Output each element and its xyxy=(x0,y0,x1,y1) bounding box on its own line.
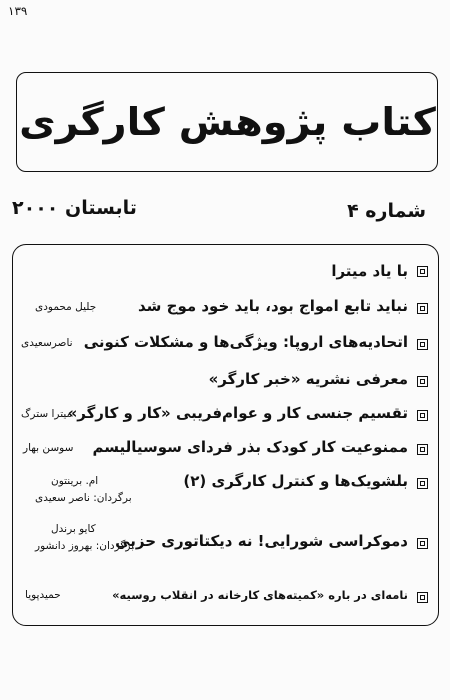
toc-item-author: حمیدپویا xyxy=(25,589,61,601)
toc-item-title: نباید تابع امواج بود، باید خود موج شد xyxy=(138,297,408,315)
square-bullet-icon xyxy=(417,303,428,314)
square-bullet-icon xyxy=(417,266,428,277)
title-box xyxy=(16,72,438,172)
square-bullet-icon xyxy=(417,376,428,387)
table-of-contents xyxy=(12,244,439,626)
square-bullet-icon xyxy=(417,444,428,455)
toc-item-author: ام. برینتون xyxy=(51,475,99,487)
book-title: کتاب پژوهش کارگری xyxy=(18,100,436,144)
square-bullet-icon xyxy=(417,410,428,421)
toc-item-title: نامه‌ای در باره «کمیته‌های کارخانه در انقلاب روسیه» xyxy=(112,588,408,602)
toc-item-translator: برگردان: بهروز دانشور xyxy=(35,540,135,552)
toc-item-title: تقسیم جنسی کار و عوام‌فریبی «کار و کارگر» xyxy=(67,404,408,422)
toc-item-title: اتحادیه‌های اروپا: ویژگی‌ها و مشکلات کنونی xyxy=(83,333,408,351)
issue-number: شماره ۴ xyxy=(347,200,426,222)
toc-item-author: جلیل محمودی xyxy=(35,301,97,313)
toc-item-author: ناصرسعیدی xyxy=(21,337,73,349)
square-bullet-icon xyxy=(417,478,428,489)
square-bullet-icon xyxy=(417,538,428,549)
page-number: ۱۳۹ xyxy=(8,4,28,18)
toc-item-title: ممنوعیت کار کودک بذر فردای سوسیالیسم xyxy=(92,438,408,456)
toc-item-title: با یاد میترا xyxy=(331,262,408,280)
toc-item-title: معرفی نشریه «خبر کارگر» xyxy=(208,370,408,388)
toc-item-author: کایو برندل xyxy=(51,523,96,535)
toc-item-author: میترا سترگ xyxy=(21,408,73,420)
toc-item-translator: برگردان: ناصر سعیدی xyxy=(35,492,132,504)
square-bullet-icon xyxy=(417,339,428,350)
square-bullet-icon xyxy=(417,592,428,603)
toc-item-title: دموکراسی شورایی! نه دیکتاتوری حزبی xyxy=(115,532,408,550)
toc-item-author: سوسن بهار xyxy=(23,442,74,454)
issue-date: تابستان ۲۰۰۰ xyxy=(12,197,137,219)
toc-item-title: بلشویک‌ها و کنترل کارگری (۲) xyxy=(183,472,408,490)
